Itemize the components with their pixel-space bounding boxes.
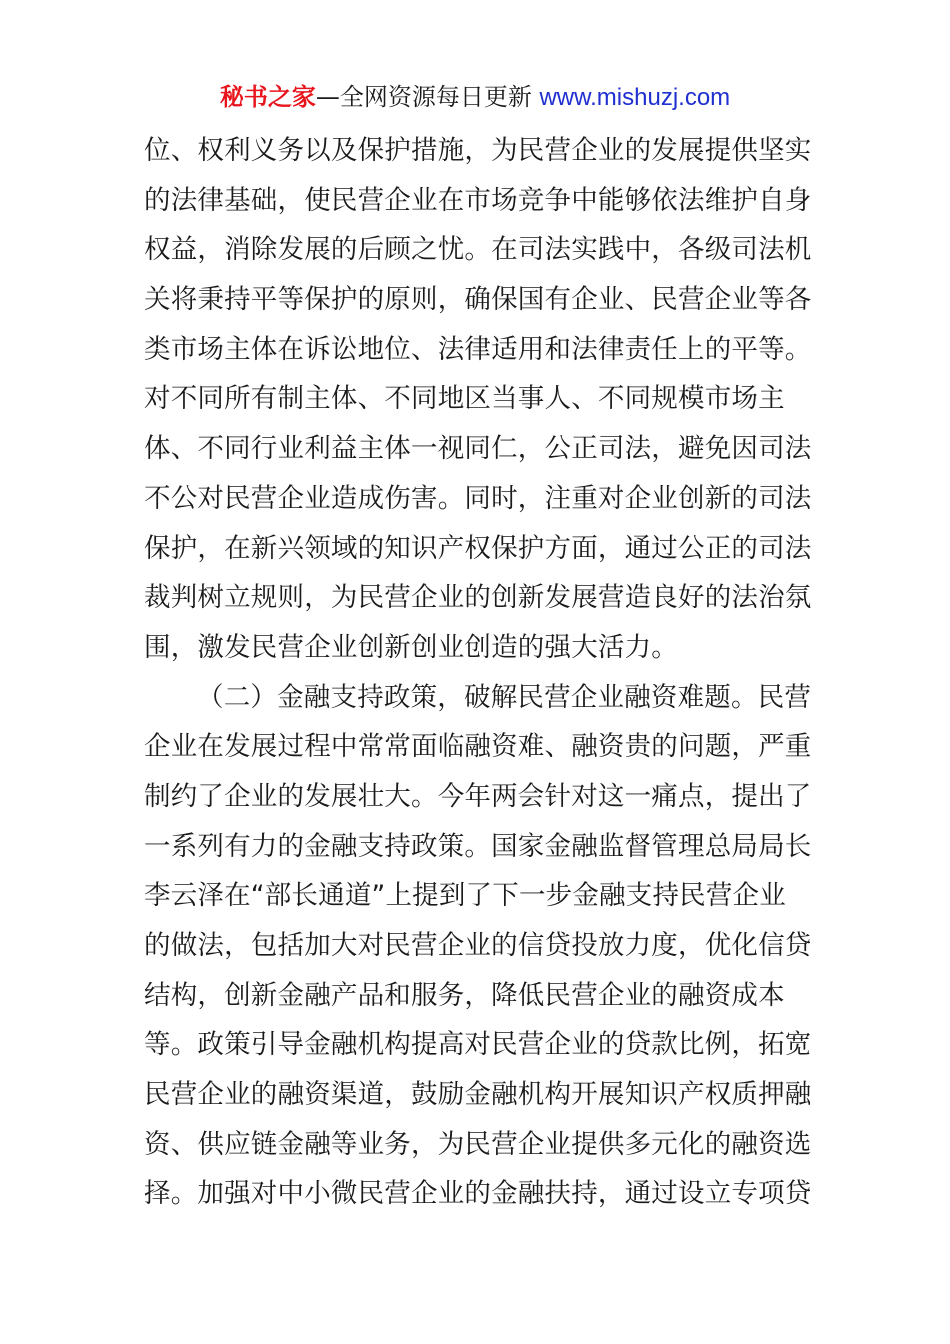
brand-name: 秘书之家: [219, 83, 316, 111]
text-line: 不公对民营企业造成伤害。同时，注重对企业创新的司法: [144, 482, 812, 514]
text-line: 类市场主体在诉讼地位、法律适用和法律责任上的平等。: [144, 333, 812, 365]
text-line: 位、权利义务以及保护措施，为民营企业的发展提供坚实: [144, 135, 812, 166]
text-line: 权益，消除发展的后顾之忧。在司法实践中，各级司法机: [144, 234, 812, 266]
text-line: 裁判树立规则，为民营企业的创新发展营造良好的法治氛: [144, 582, 812, 614]
text-line: 一系列有力的金融支持政策。国家金融监督管理总局局长: [144, 830, 812, 862]
site-url-link[interactable]: www.mishuzj.com: [539, 84, 731, 111]
site-header: [0, 80, 950, 115]
text-line: 保护，在新兴领域的知识产权保护方面，通过公正的司法: [144, 532, 812, 564]
text-line: 的法律基础，使民营企业在市场竞争中能够依法维护自身: [144, 184, 812, 216]
section-heading-line: （二）金融支持政策，破解民营企业融资难题。民营: [197, 681, 812, 713]
text-line: 的做法，包括加大对民营企业的信贷投放力度，优化信贷: [144, 930, 812, 961]
document-body: [144, 126, 814, 1219]
text-line: 制约了企业的发展壮大。今年两会针对这一痛点，提出了: [144, 780, 812, 812]
text-line: 李云泽在“部长通道”上提到了下一步金融支持民营企业: [144, 880, 786, 912]
text-line: 关将秉持平等保护的原则，确保国有企业、民营企业等各: [144, 284, 812, 316]
header-tagline: —全网资源每日更新: [315, 83, 540, 111]
text-line: 结构，创新金融产品和服务，降低民营企业的融资成本: [144, 979, 785, 1011]
text-line: 体、不同行业利益主体一视同仁，公正司法，避免因司法: [144, 433, 812, 465]
text-line: 等。政策引导金融机构提高对民营企业的贷款比例，拓宽: [144, 1029, 812, 1061]
text-line: 择。加强对中小微民营企业的金融扶持，通过设立专项贷: [144, 1178, 812, 1210]
text-line: 资、供应链金融等业务，为民营企业提供多元化的融资选: [144, 1128, 812, 1160]
text-line: 企业在发展过程中常常面临融资难、融资贵的问题，严重: [144, 731, 812, 763]
text-line: 对不同所有制主体、不同地区当事人、不同规模市场主: [144, 383, 785, 415]
text-line: 民营企业的融资渠道，鼓励金融机构开展知识产权质押融: [144, 1079, 812, 1111]
text-line: 围，激发民营企业创新创业创造的强大活力。: [144, 631, 678, 663]
